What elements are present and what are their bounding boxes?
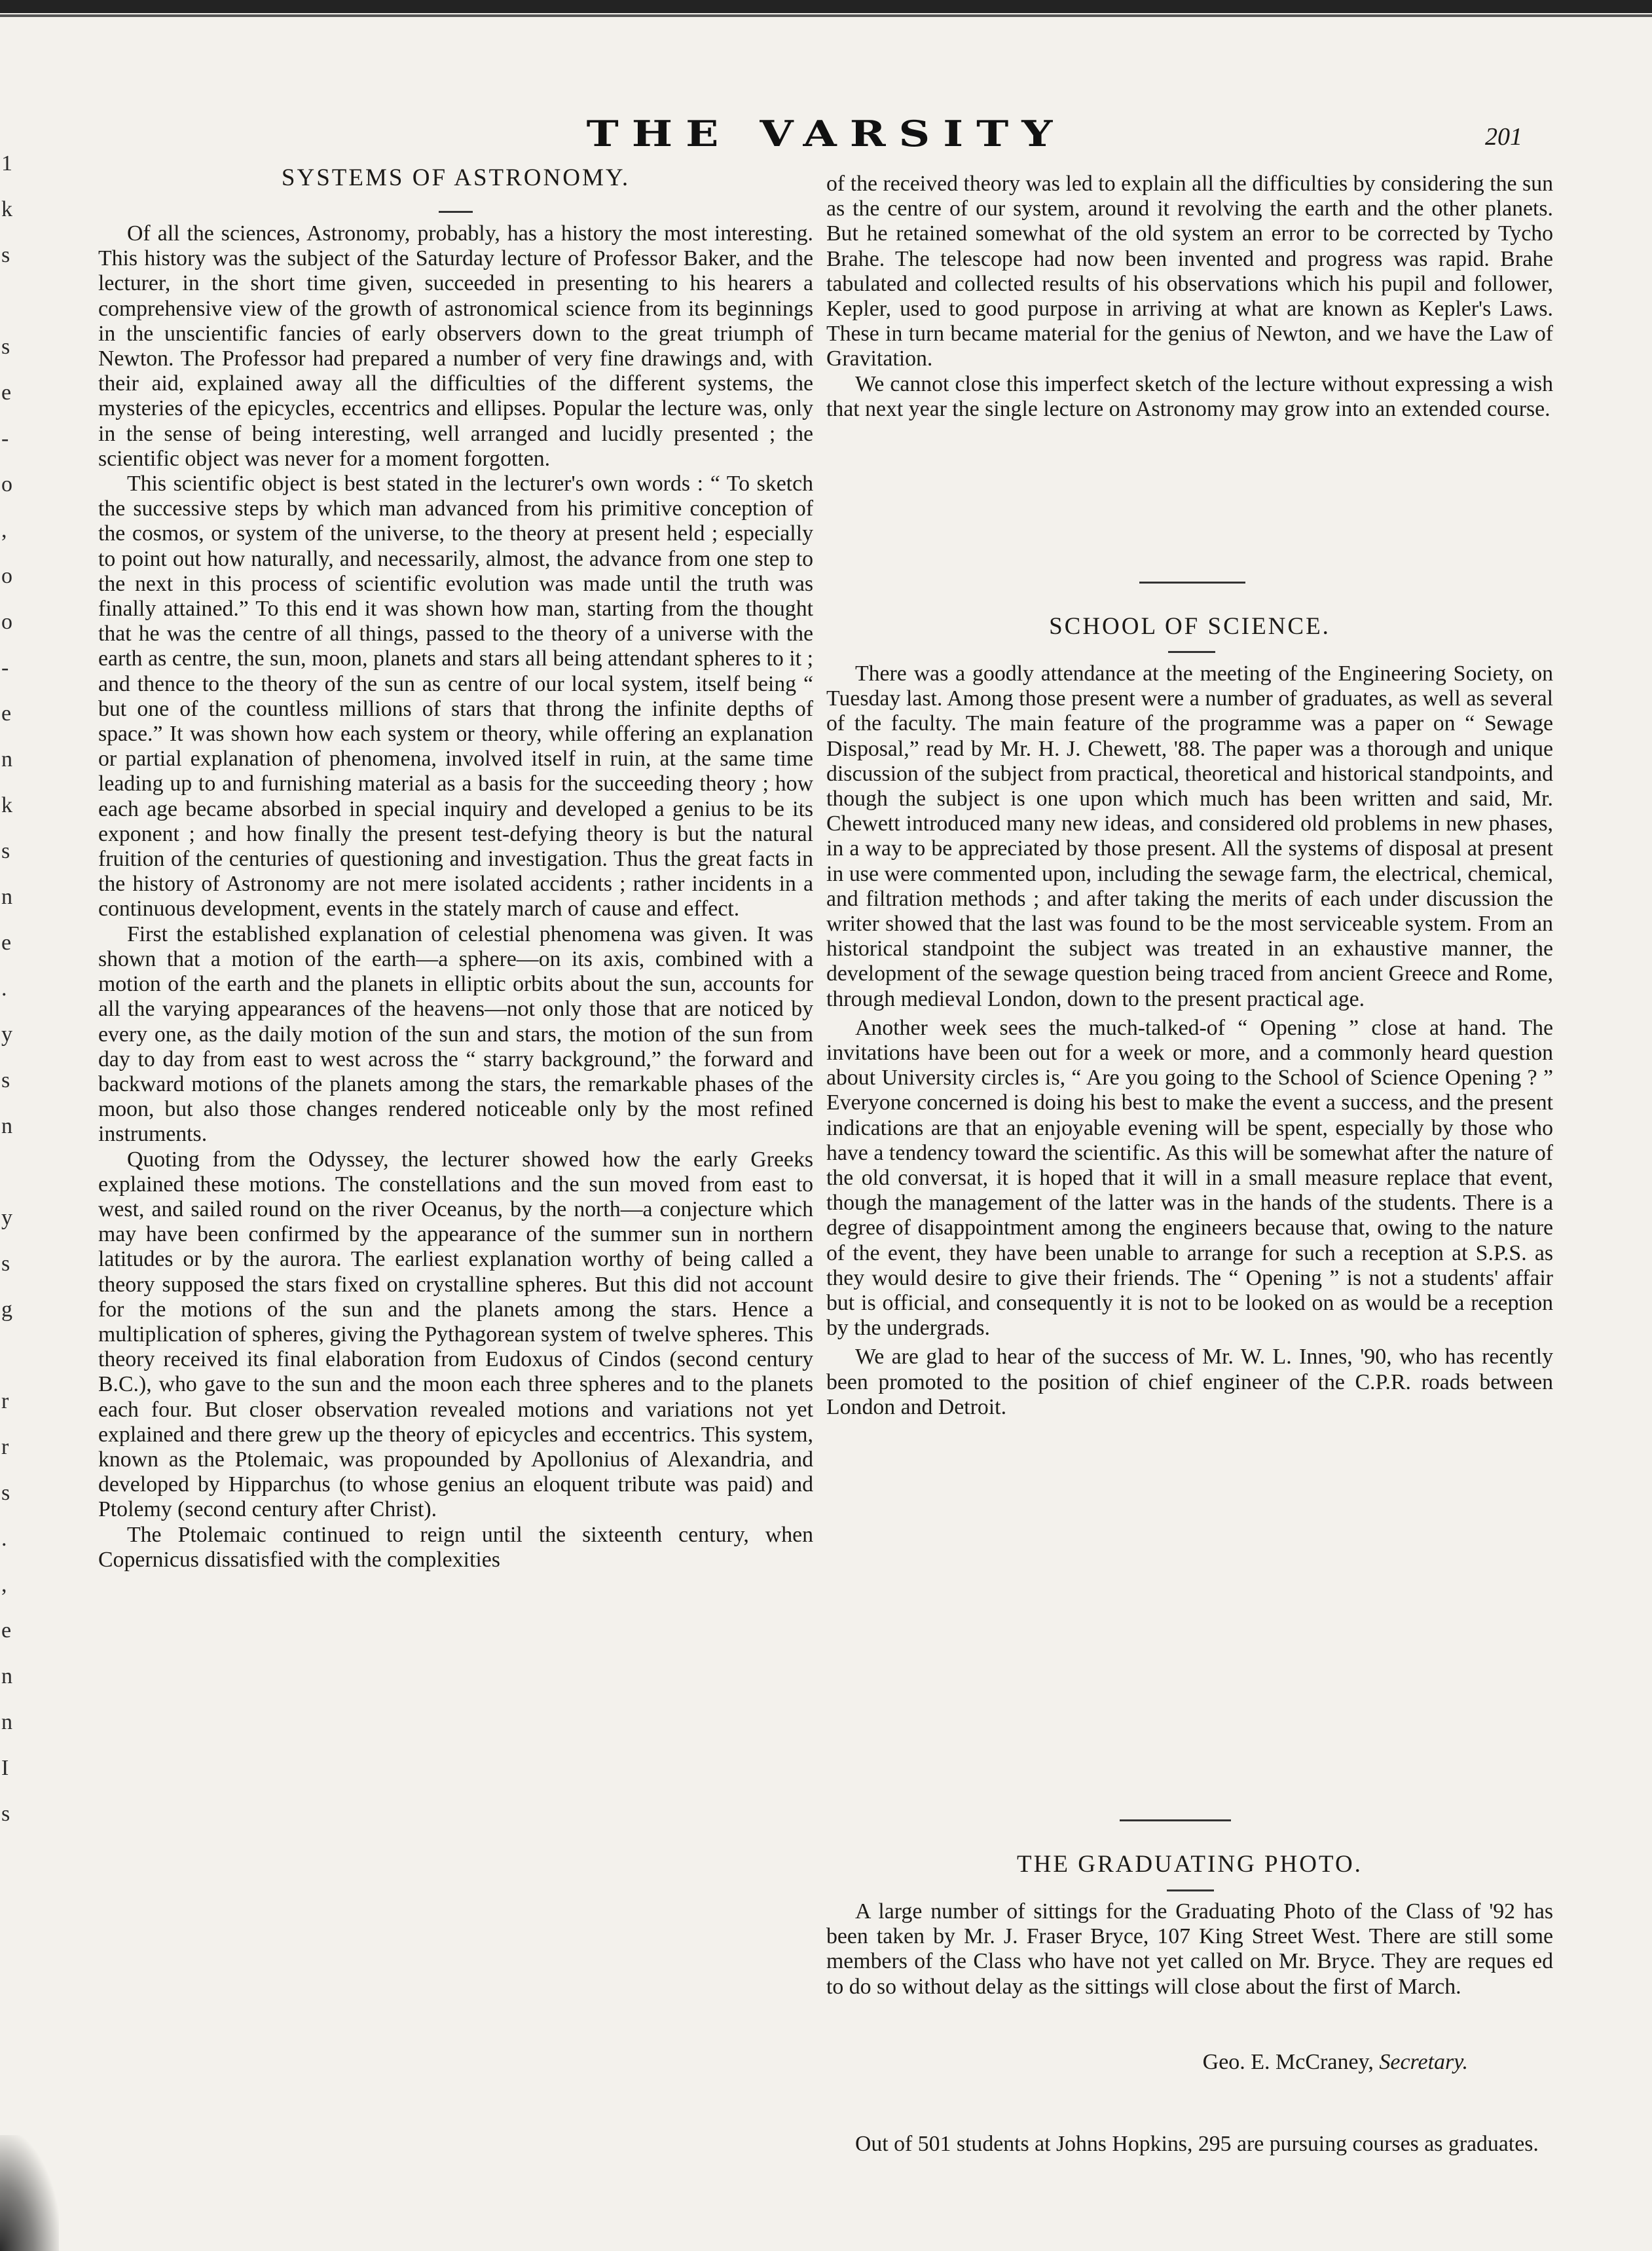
paragraph: There was a goodly attendance at the meeting of the Engineering Society, on Tuesday last. Among those present were a number of graduates, as well as several of the faculty. The main feature of the programme was a paper on “ Sewage Disposal,” read by Mr. H. J. Chewett, '88. The paper was a thorough and unique discussion of the subject from practical, theoretical and historical standpoints, and though the subject is one upon which much has been written and said, Mr. Chewett introduced many new ideas, and considered old problems in new phases, in a way to be appreciated by those present. All the systems of disposal at present in use were commented upon, including the sewage farm, the electrical, chemical, and filtration methods ; and after taking the merits of each under discussion the writer showed that the last was found to be the most serviceable system. From an historical standpoint the subject was treated in an exhaustive manner, the development of the sewage question being traced from ancient Greece and Rome, through medieval London, down to the present practical age.: [826, 661, 1553, 1011]
heading-ornament: [1168, 651, 1215, 653]
paragraph: The Ptolemaic continued to reign until the sixteenth century, when Copernicus dissatisfied with the complexities: [98, 1522, 813, 1572]
masthead-title: THE VARSITY: [586, 113, 1066, 155]
paragraph: Of all the sciences, Astronomy, probably, has a history the most interesting. This history was the subject of the Saturday lecture of Professor Baker, and the lecturer, in the short time given, succeeded in presenting to his hearers a comprehensive view of the growth of astronomical science from its beginnings in the unscientific fancies of early observers down to the great triumph of Newton. The Professor had prepared a number of very fine drawings and, with their aid, explained away all the difficulties of the different systems, the mysteries of the epicycles, eccentrics and ellipses. Popular the lecture was, only in the sense of being interesting, well arranged and lucidly presented ; the scientific object was never for a moment forgotten.: [98, 221, 813, 471]
heading-ornament: [1167, 1889, 1214, 1891]
scan-top-rule: [0, 14, 1652, 17]
school-heading: SCHOOL OF SCIENCE.: [1049, 613, 1331, 640]
photo-heading: THE GRADUATING PHOTO.: [1017, 1851, 1363, 1878]
astronomy-heading: SYSTEMS OF ASTRONOMY.: [281, 164, 631, 191]
paragraph: Quoting from the Odyssey, the lecturer showed how the early Greeks explained these motions. The constellations and the sun moved from east to west, and sailed round on the river Oceanus, by the north—a conjecture which may have been confirmed by the appearance of the summer sun in northern latitudes or by the aurora. The earliest explanation worthy of being called a theory supposed the stars fixed on crystalline spheres. But this did not account for the motions of the sun and the planets among the stars. Hence a multiplication of spheres, giving the Pythagorean system of twelve spheres. This theory received its final elaboration from Eudoxus of Cindos (second century B.C.), who gave to the sun and the moon each three spheres and to the planets each four. But closer observation revealed motions and variations not yet explained and there grew up the theory of epicycles and eccentrics. This system, known as the Ptolemaic, was propounded by Apollonius of Alexandria, and developed by Hipparchus (to whose genius an eloquent tribute was paid) and Ptolemy (second century after Christ).: [98, 1147, 813, 1522]
signature: [1203, 2050, 1468, 2075]
paragraph: A large number of sittings for the Graduating Photo of the Class of '92 has been taken by Mr. J. Fraser Bryce, 107 King Street West. There are still some members of the Class who have not yet called on Mr. Bryce. They are reques ed to do so without delay as the sittings will close about the first of March.: [826, 1899, 1553, 1999]
paragraph: This scientific object is best stated in the lecturer's own words : “ To sketch the successive steps by which man advanced from his primitive conception of the cosmos, or system of the universe, to the theory at present held ; especially to point out how naturally, and necessarily, almost, the advance from one step to the next in this process of scientific evolution was made until the truth was finally attained.” To this end it was shown how man, starting from the thought that he was the centre of all things, passed to the theory of a universe with the earth as centre, the sun, moon, planets and stars all being attendant spheres to it ; and thence to the theory of the sun as centre of our local system, itself being “ but one of the countless millions of stars that throng the infinite depths of space.” It was shown how each system or theory, while offering an explanation or partial explanation of phenomena, involved itself in ruin, at the same time leading up to and furnishing material as a basis for the succeeding theory ; how each age became absorbed in special inquiry and developed a genius to be its exponent ; and how finally the present test-defying theory is but the natural fruition of the centuries of questioning and investigation. Thus the great facts in the history of Astronomy are not mere isolated accidents ; rather incidents in a continuous development, events in the stately march of cause and effect.: [98, 472, 813, 921]
masthead: [0, 108, 1652, 154]
paragraph: Out of 501 students at Johns Hopkins, 295 are pursuing courses as graduates.: [855, 2132, 1539, 2156]
paragraph: of the received theory was led to explain all the difficulties by considering the sun as the centre of our system, around it revolving the earth and the other planets. But he retained somewhat of the old system an error to be corrected by Tycho Brahe. The telescope had now been invented and progress was rapid. Brahe tabulated and collected results of his observations which his pupil and follower, Kepler, used to good purpose in arriving at what are known as Kepler's Laws. These in turn became material for the genius of Newton, and we have the Law of Gravitation.: [826, 172, 1553, 371]
adjacent-page-margin: 1 k s s e - o , o o - e n k s n e . y s n y s g r r s . , e n n I s: [1, 151, 12, 1826]
paragraph: We are glad to hear of the success of Mr. W. L. Innes, '90, who has recently been promoted to the position of chief engineer of the C.P.R. roads between London and Detroit.: [826, 1345, 1553, 1419]
paragraph: First the established explanation of celestial phenomena was given. It was shown that a motion of the earth—a sphere—on its axis, combined with a motion of the earth and the planets in elliptic orbits about the sun, accounts for all the varying appearances of the heavens—not only those that are noticed by every one, as the daily motion of the sun and stars, the motion of the sun from day to day from east to west across the “ starry background,” the forward and backward motions of the planets among the stars, the remarkable phases of the moon, but also those changes rendered noticeable only by the most refined instruments.: [98, 921, 813, 1147]
section-divider: [1139, 582, 1245, 584]
section-divider: [1120, 1819, 1231, 1821]
scan-top-border: [0, 0, 1652, 13]
astronomy-article: [98, 221, 813, 1572]
signature-name: Geo. E. McCraney,: [1202, 2050, 1374, 2074]
page-number: 201: [1485, 123, 1522, 151]
signature-title: Secretary.: [1379, 2050, 1468, 2074]
heading-ornament: [439, 211, 473, 213]
closing-note: [826, 2132, 1553, 2157]
school-article: [826, 661, 1553, 1420]
paragraph: We cannot close this imperfect sketch of the lecture without expressing a wish that next year the single lecture on Astronomy may grow into an extended course.: [826, 371, 1553, 421]
paragraph: Another week sees the much-talked-of “ Opening ” close at hand. The invitations have been out for a week or more, and a commonly heard question about University circles is, “ Are you going to the School of Science Opening ? ” Everyone concerned is doing his best to make the event a success, and the present indications are that an enjoyable evening will be spent, especially by those who have a tendency toward the scientific. As this will be somewhat after the nature of the old conversat, it is hoped that it will in a small measure replace that event, though the management of the latter was in the hands of the students. There is a degree of disappointment among the engineers because that, owing to the nature of the event, they have been unable to arrange for such a reception at S.P.S. as they would desire to give their friends. The “ Opening ” is not a students' affair but is official, and consequently it is not to be looked on as would be a reception by the undergrads.: [826, 1015, 1553, 1341]
astronomy-continuation: [826, 172, 1553, 422]
scan-corner-shadow: [0, 2135, 59, 2251]
photo-article: [826, 1899, 1553, 2000]
